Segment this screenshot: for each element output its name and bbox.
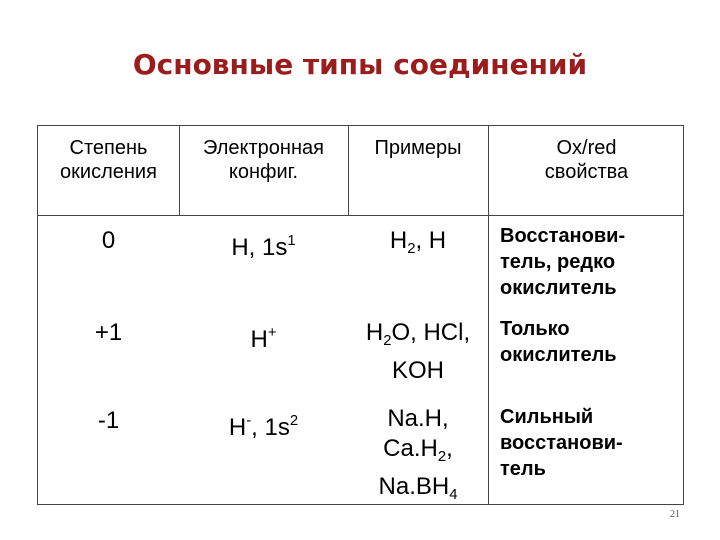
row1-config-text: H bbox=[250, 326, 268, 353]
row0-config-sup: 1 bbox=[287, 233, 296, 249]
row2-examples bbox=[348, 404, 488, 510]
row2-config-rest: , 1s bbox=[251, 414, 290, 441]
row2-state: -1 bbox=[97, 407, 120, 434]
slide-title: Основные типы соединений bbox=[132, 48, 588, 81]
row2-ex-line3-a: Na.BH bbox=[378, 473, 450, 500]
header-divider bbox=[38, 215, 683, 216]
row1-examples bbox=[338, 318, 498, 386]
header-examples: Примеры bbox=[374, 137, 462, 159]
row0-config bbox=[179, 226, 348, 263]
header-col1-line1: Степень bbox=[69, 137, 148, 159]
row0-ex-b: , H bbox=[415, 227, 447, 254]
header-col2-line2: конфиг. bbox=[228, 161, 299, 183]
header-ox-red bbox=[488, 136, 685, 184]
row1-ex-a: H bbox=[365, 319, 384, 346]
row0-state: 0 bbox=[101, 227, 116, 254]
row2-config-sup: - bbox=[246, 413, 252, 429]
page-number: 21 bbox=[670, 509, 680, 520]
oxidation-table bbox=[37, 125, 684, 505]
row0-ex-sub: 2 bbox=[407, 241, 416, 257]
row0-prop-line2: тель, редко bbox=[500, 251, 616, 273]
header-col4-line1: Ox/red bbox=[556, 137, 617, 159]
row0-examples bbox=[348, 226, 488, 264]
row2-ex-line1: Na.H, bbox=[387, 405, 449, 432]
row0-prop-line1: Восстанови- bbox=[500, 225, 626, 247]
row1-ex-b: O, HCl, bbox=[391, 319, 471, 346]
row2-ex-line2-b: , bbox=[446, 435, 453, 462]
row0-props bbox=[500, 223, 680, 301]
header-electron-config bbox=[179, 136, 348, 184]
row2-props bbox=[500, 404, 680, 482]
row0-config-text: H, 1s bbox=[231, 234, 288, 261]
header-col4-line2: свойства bbox=[544, 161, 629, 183]
row2-ex-line2-sub: 2 bbox=[437, 449, 447, 465]
row1-ex-line2: KOH bbox=[391, 357, 444, 384]
row0-prop-line3: окислитель bbox=[500, 277, 617, 299]
row2-ex-line3-sub: 4 bbox=[449, 487, 458, 503]
row2-ex-line2-a: Ca.H bbox=[383, 435, 438, 462]
row2-prop-line2: восстанови- bbox=[500, 432, 623, 454]
row1-ex-sub: 2 bbox=[383, 333, 392, 349]
row0-ex-a: H bbox=[389, 227, 408, 254]
row1-prop-line1: Только bbox=[500, 318, 570, 340]
row1-config bbox=[179, 318, 348, 355]
row1-prop-line2: окислитель bbox=[500, 344, 617, 366]
row2-config-sup2: 2 bbox=[289, 413, 299, 429]
row2-config bbox=[179, 406, 348, 443]
header-col1-line2: окисления bbox=[60, 161, 157, 183]
row1-state: +1 bbox=[94, 319, 123, 346]
row2-prop-line3: тель bbox=[500, 458, 546, 480]
row2-prop-line1: Сильный bbox=[500, 406, 594, 428]
row1-props bbox=[500, 316, 680, 368]
header-oxidation-state bbox=[38, 136, 179, 184]
row2-config-text: H bbox=[228, 414, 247, 441]
row1-config-sup: + bbox=[267, 325, 277, 341]
header-col2-line1: Электронная bbox=[203, 137, 324, 159]
